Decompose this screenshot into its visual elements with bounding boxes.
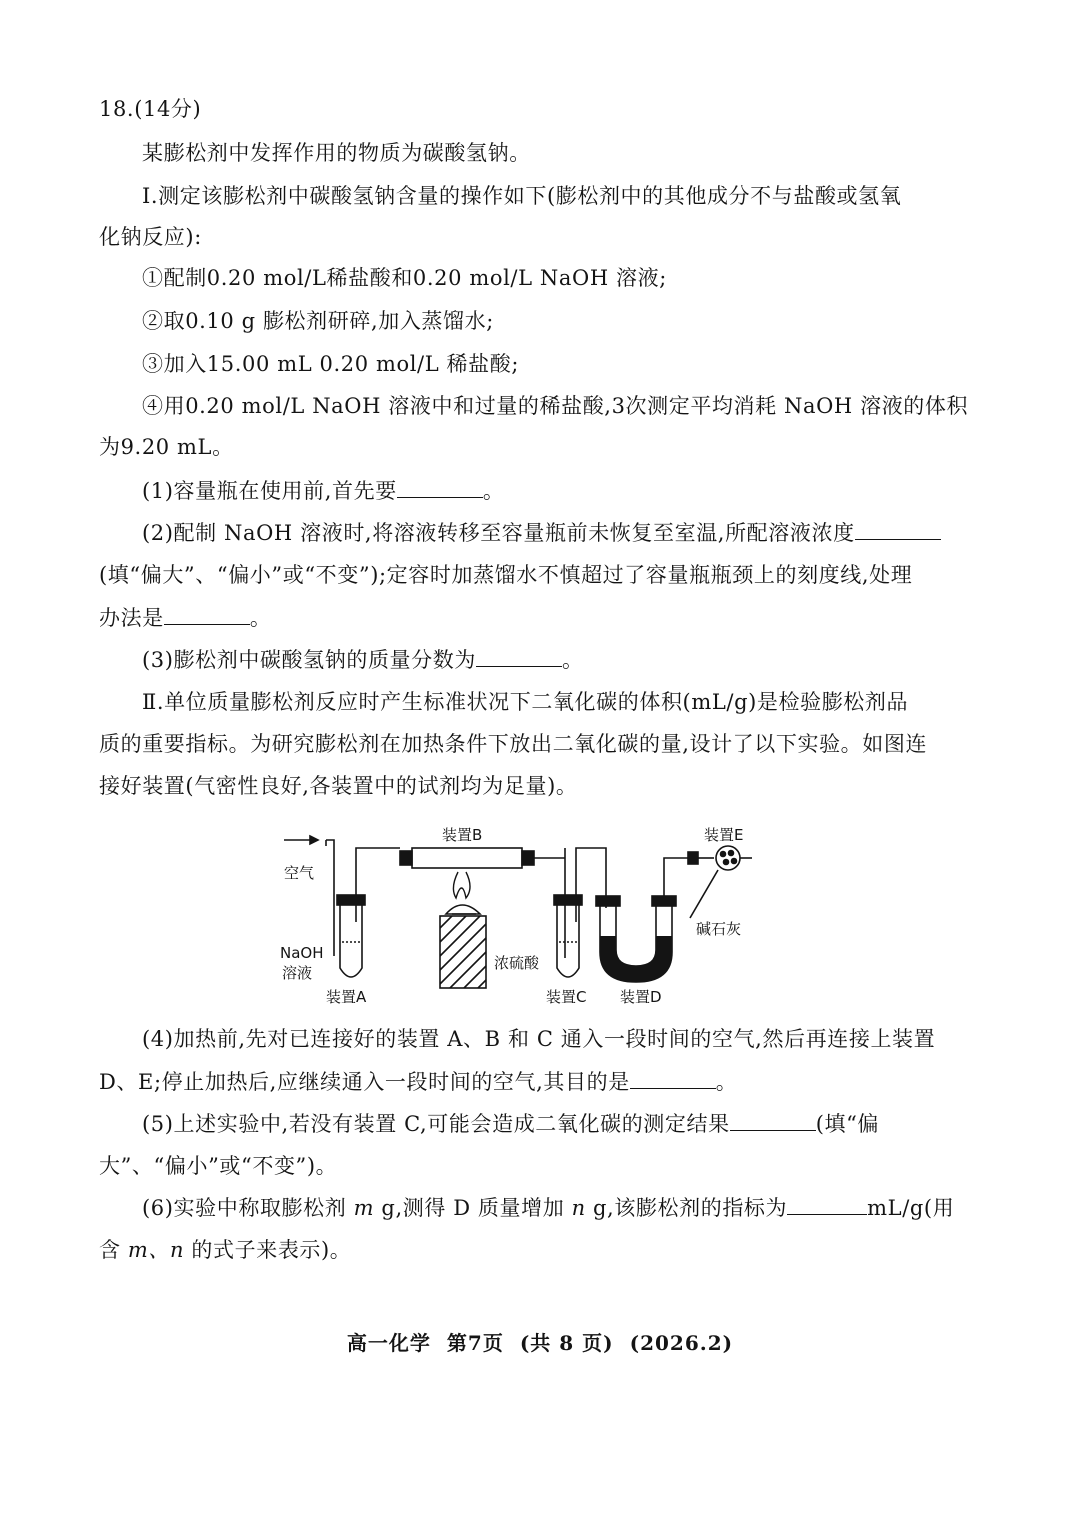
q6-text: (6)实验中称取膨松剂 (142, 1196, 354, 1220)
q2-answer-blank-2[interactable] (164, 604, 250, 625)
step-4-line1: ④用0.20 mol/L NaOH 溶液中和过量的稀盐酸,3次测定平均消耗 NaOH 溶液的体积 (142, 394, 969, 418)
subquestion-1 (142, 476, 504, 506)
q3-answer-blank[interactable] (476, 646, 562, 667)
part1-intro-line1: I.测定该膨松剂中碳酸氢钠含量的操作如下(膨松剂中的其他成分不与盐酸或氢氧 (142, 184, 902, 208)
subquestion-2-line3 (99, 603, 271, 633)
q1-answer-blank[interactable] (397, 477, 483, 498)
part2-line3: 接好装置(气密性良好,各装置中的试剂均为足量)。 (99, 774, 578, 798)
label-device-e: 装置E (704, 826, 744, 844)
label-air: 空气 (284, 864, 315, 882)
q6-text-2: g,测得 D 质量增加 (374, 1196, 572, 1220)
air-arrow (284, 836, 318, 844)
device-e (688, 846, 752, 918)
q1-text: (1)容量瓶在使用前,首先要 (142, 479, 397, 503)
subquestion-4-line1: (4)加热前,先对已连接好的装置 A、B 和 C 通入一段时间的空气,然后再连接上装置 (142, 1027, 936, 1051)
step-3: ③加入15.00 mL 0.20 mol/L 稀盐酸; (142, 352, 520, 376)
step-2: ②取0.10 g 膨松剂研碎,加入蒸馏水; (142, 309, 494, 333)
burner (446, 872, 480, 914)
device-d (596, 896, 676, 982)
device-b (400, 848, 565, 868)
footer-total: (共 8 页) (519, 1331, 614, 1355)
q6-text-4: 含 (99, 1238, 128, 1262)
device-a (334, 858, 365, 977)
tube-d-to-e (664, 858, 688, 896)
q6-var-m: m (353, 1196, 375, 1220)
footer-page: 第7页 (446, 1331, 504, 1355)
q6-text-5: 的式子来表示)。 (184, 1238, 352, 1262)
label-device-b: 装置B (442, 826, 483, 844)
q1-end: 。 (482, 479, 505, 503)
footer-subject: 高一化学 (346, 1331, 431, 1355)
heating-block (440, 916, 486, 988)
apparatus-diagram (270, 818, 770, 1013)
q4-answer-blank[interactable] (630, 1068, 716, 1089)
label-sulfuric-acid: 浓硫酸 (494, 954, 540, 972)
label-device-a: 装置A (326, 988, 367, 1006)
q6-answer-blank[interactable] (787, 1194, 867, 1215)
subquestion-2-line2: (填“偏大”、“偏小”或“不变”);定容时加蒸馏水不慎超过了容量瓶瓶颈上的刻度线,处理 (99, 563, 913, 587)
q5-answer-blank[interactable] (730, 1110, 816, 1131)
q4-text: D、E;停止加热后,应继续通入一段时间的空气,其目的是 (99, 1070, 630, 1094)
device-c (554, 858, 582, 977)
tube-a-inlet (326, 840, 334, 956)
question-score: (14分) (134, 97, 202, 121)
q6-vars-mn: m、n (127, 1238, 185, 1262)
question-header (99, 94, 201, 124)
subquestion-5-line2: 大”、“偏小”或“不变”)。 (99, 1154, 338, 1178)
q2-text-3: 办法是 (99, 606, 164, 630)
q6-text-3: g,该膨松剂的指标为 (585, 1196, 788, 1220)
subquestion-5-line1 (142, 1109, 879, 1139)
intro-text: 某膨松剂中发挥作用的物质为碳酸氢钠。 (142, 141, 531, 165)
q6-var-n: n (571, 1196, 586, 1220)
subquestion-6-line1 (142, 1193, 954, 1223)
q3-end: 。 (561, 648, 584, 672)
q2-text: (2)配制 NaOH 溶液时,将溶液转移至容量瓶前未恢复至室温,所配溶液浓度 (142, 521, 855, 545)
subquestion-6-line2 (99, 1235, 351, 1265)
step-4-line2: 为9.20 mL。 (99, 435, 234, 459)
q4-end: 。 (715, 1070, 738, 1094)
q6-unit: mL/g(用 (867, 1196, 955, 1220)
label-naoh-2: 溶液 (282, 964, 313, 982)
footer-date: (2026.2) (629, 1331, 734, 1355)
q3-text: (3)膨松剂中碳酸氢钠的质量分数为 (142, 648, 476, 672)
subquestion-4-line2 (99, 1067, 737, 1097)
q5-text-2: (填“偏 (815, 1112, 880, 1136)
label-device-c: 装置C (546, 988, 587, 1006)
label-device-d: 装置D (620, 988, 662, 1006)
part2-line2: 质的重要指标。为研究膨松剂在加热条件下放出二氧化碳的量,设计了以下实验。如图连 (99, 732, 928, 756)
subquestion-2-line1 (142, 518, 941, 548)
step-1: ①配制0.20 mol/L稀盐酸和0.20 mol/L NaOH 溶液; (142, 266, 667, 290)
part1-intro-line2: 化钠反应): (99, 225, 202, 249)
label-soda-lime: 碱石灰 (696, 920, 742, 938)
question-number: 18. (99, 97, 135, 121)
q2-end: 。 (249, 606, 272, 630)
q5-text: (5)上述实验中,若没有装置 C,可能会造成二氧化碳的测定结果 (142, 1112, 730, 1136)
q2-answer-blank-1[interactable] (855, 519, 941, 540)
page-footer (0, 1327, 1080, 1356)
label-naoh-1: NaOH (280, 944, 324, 962)
tube-a-to-b (356, 848, 400, 858)
subquestion-3 (142, 645, 584, 675)
part2-line1: Ⅱ.单位质量膨松剂反应时产生标准状况下二氧化碳的体积(mL/g)是检验膨松剂品 (142, 690, 909, 714)
